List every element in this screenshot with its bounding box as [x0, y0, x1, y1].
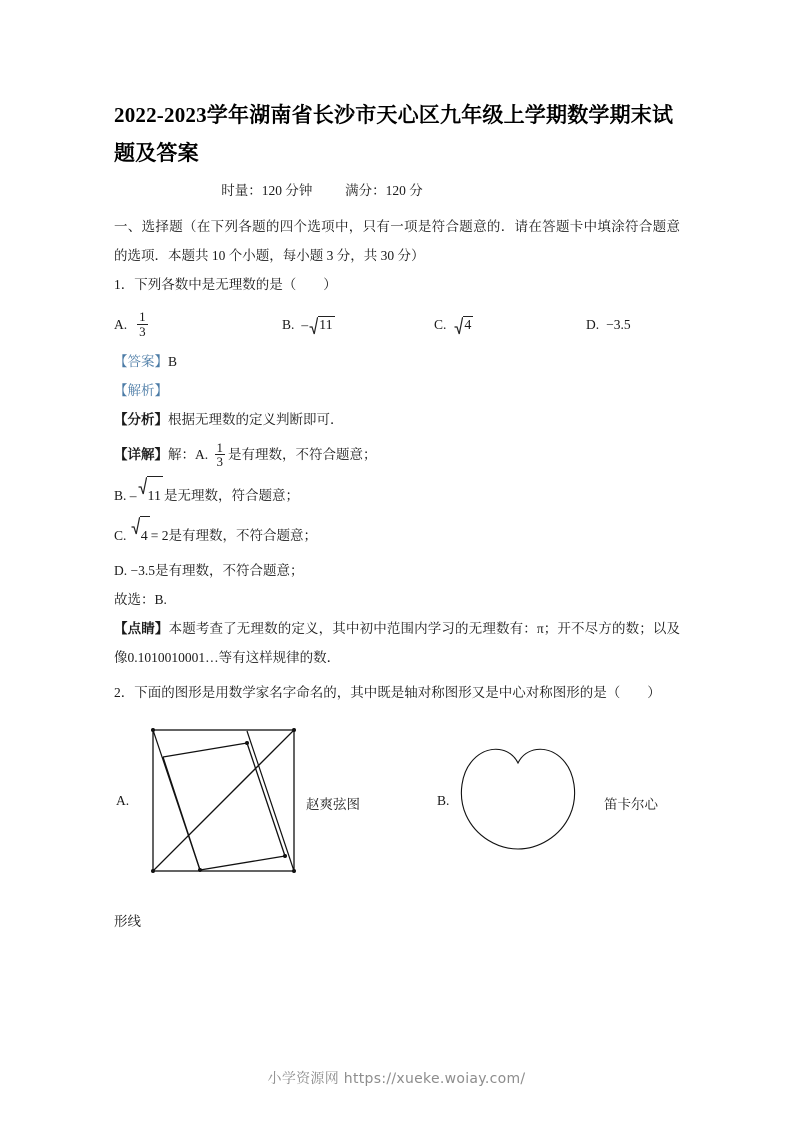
fraction-denominator: 3 — [216, 454, 223, 470]
figure-b-label: B. — [437, 793, 450, 808]
fraction-numerator: 1 — [216, 439, 223, 455]
exam-duration: 时量：120 分钟 — [221, 183, 313, 198]
fraction-one-third — [137, 310, 148, 338]
line-b-sign: – — [129, 488, 137, 503]
exam-total-score: 满分：120 分 — [345, 183, 423, 198]
sqrt-11-radicand: 11 — [147, 476, 163, 516]
sqrt-4-radicand: 4 — [464, 318, 472, 333]
sqrt-11-radicand: 11 — [319, 318, 333, 333]
question-1-options — [114, 307, 680, 343]
exam-meta — [114, 178, 680, 204]
dianjing-text-4: 等有这样规律的数． — [218, 650, 341, 665]
section-heading: 一、选择题（在下列各题的四个选项中，只有一项是符合题意的．请在答题卡中填涂符合题意的选项．本题共 10 个小题，每小题 3 分，共 30 分） — [114, 219, 680, 263]
line-b-tail: 是无理数，符合题意； — [164, 488, 299, 503]
line-c-tail: 是有理数，不符合题意； — [168, 528, 318, 543]
conclusion-line: 故选：B. — [114, 592, 167, 607]
question-2-figures — [114, 717, 680, 907]
dianjing-text-1: 本题考查了无理数的定义，其中初中范围内学习的无理数有： — [168, 621, 537, 636]
option-b[interactable] — [282, 316, 434, 334]
minus-sign: – — [301, 317, 309, 332]
fenxi-line — [114, 405, 680, 434]
figure-a-caption: 赵爽弦图 — [306, 797, 360, 812]
analysis-label: 【解析】 — [114, 383, 168, 398]
dianjing-label: 【点睛】 — [114, 621, 169, 636]
option-a[interactable] — [114, 308, 282, 339]
answer-line — [114, 347, 680, 376]
sqrt-11-detail — [138, 476, 163, 516]
watermark: 小学资源网 https://xueke.woiay.com/ — [267, 1071, 526, 1087]
zhaoshuang-xian-diagram — [150, 725, 298, 882]
radical-sign-icon — [131, 516, 140, 556]
figure-b-caption: 笛卡尔心 — [604, 797, 658, 812]
figure-a-label: A. — [116, 793, 130, 808]
fraction-numerator: 1 — [139, 308, 146, 324]
radical-sign-icon — [454, 316, 463, 334]
fenxi-label: 【分析】 — [114, 412, 168, 427]
option-c[interactable] — [434, 316, 586, 334]
option-c-label: C. — [434, 317, 447, 332]
sqrt-11 — [309, 316, 334, 334]
question-2-stem: 2．下面的图形是用数学家名字命名的，其中既是轴对称图形又是中心对称图形的是（ ） — [114, 685, 661, 700]
fraction-one-third-detail — [215, 441, 226, 469]
xiangjie-a-tail: 是有理数，不符合题意； — [228, 447, 377, 462]
document-content — [114, 96, 680, 936]
line-c-label: C. — [114, 528, 127, 543]
sqrt-4 — [454, 316, 473, 334]
xiangjie-line-c — [114, 516, 680, 556]
dianjing-pi: π — [536, 621, 544, 636]
option-d-value: −3.5 — [606, 317, 631, 332]
xiangjie-line-b — [114, 476, 680, 516]
line-d-label: D. — [114, 563, 128, 578]
xiangjie-line-a — [114, 434, 680, 476]
dianjing-text-3: 以及像 — [114, 621, 681, 665]
dianjing-number: 0.1010010001… — [127, 650, 219, 665]
dianjing-line — [114, 614, 680, 672]
radical-sign-icon — [309, 316, 318, 334]
radical-sign-icon — [138, 476, 147, 516]
question-1-stem: 1．下列各数中是无理数的是（ ） — [114, 277, 337, 292]
line-c-equals: = 2 — [150, 528, 169, 543]
page-title: 2022-2023学年湖南省长沙市天心区九年级上学期数学期末试题及答案 — [114, 103, 674, 165]
line-d-tail: 是有理数，不符合题意； — [155, 563, 304, 578]
option-b-label: B. — [282, 317, 295, 332]
sqrt-4-detail — [131, 516, 150, 556]
line-b-label: B. — [114, 488, 127, 503]
option-d[interactable] — [586, 317, 680, 333]
xiangjie-line-d — [114, 556, 680, 585]
answer-label: 【答案】 — [114, 354, 168, 369]
line-d-value: −3.5 — [130, 563, 155, 578]
sqrt-4-radicand: 4 — [140, 516, 150, 556]
dianjing-text-2: ；开不尽方的数； — [543, 621, 653, 636]
option-d-label: D. — [586, 317, 600, 332]
question-2-trailing-text: 形线 — [114, 914, 141, 929]
xiangjie-lead: 解：A. — [168, 447, 209, 462]
fenxi-text: 根据无理数的定义判断即可． — [168, 412, 344, 427]
cardioid-curve — [452, 741, 584, 858]
option-a-label: A. — [114, 317, 128, 332]
answer-value: B — [168, 354, 178, 369]
xiangjie-label: 【详解】 — [114, 447, 168, 462]
fraction-denominator: 3 — [139, 323, 146, 339]
